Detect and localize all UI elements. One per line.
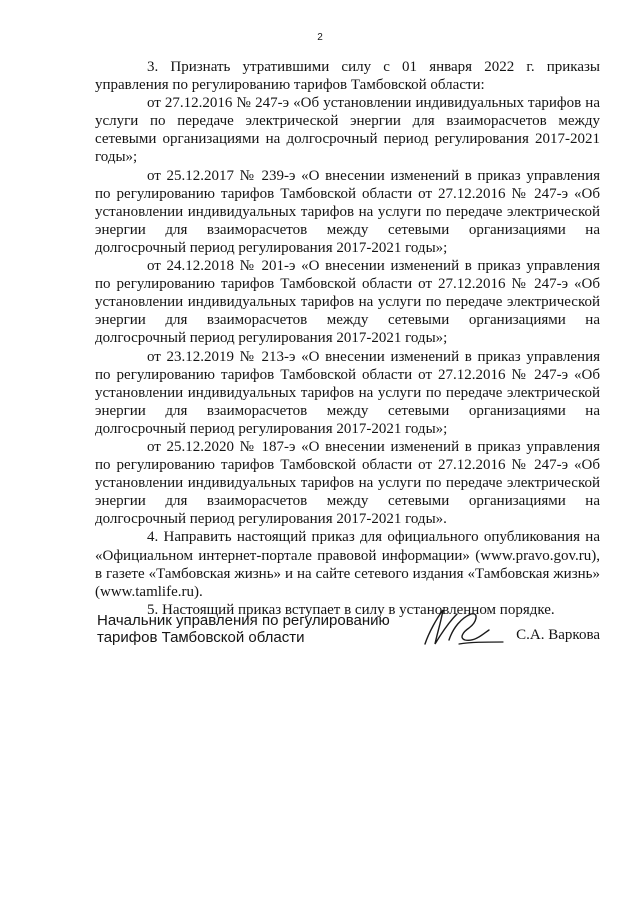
handwritten-signature: [419, 604, 509, 654]
signature-block: [97, 612, 602, 682]
page-number: 2: [317, 32, 323, 43]
repealed-order-2: от 25.12.2017 № 239-э «О внесении изменений в приказ управления по регулированию тарифов Тамбовской области от 27.12.2016 № 247-э «Об установлении индивидуальных тарифов на услуги по передаче электрической энергии для взаиморасчетов между сетевыми организациями на долгосрочный период регулирования 2017-2021 годы»;: [95, 167, 600, 256]
document-body: [95, 58, 600, 619]
signatory-title: [97, 612, 390, 646]
repealed-order-1: от 27.12.2016 № 247-э «Об установлении индивидуальных тарифов на услуги по передаче электрической энергии для взаиморасчетов между сетевыми организациями на долгосрочный период регулирования 2017-2021 годы»;: [95, 95, 600, 166]
paragraph-5: 5. Настоящий приказ вступает в силу в установленном порядке.: [147, 601, 555, 618]
repealed-order-3: от 24.12.2018 № 201-э «О внесении изменений в приказ управления по регулированию тарифов Тамбовской области от 27.12.2016 № 247-э «Об установлении индивидуальных тарифов на услуги по передаче электрической энергии для взаиморасчетов между сетевыми организациями на долгосрочный период регулирования 2017-2021 годы»;: [95, 258, 600, 347]
repealed-order-5: от 25.12.2020 № 187-э «О внесении изменений в приказ управления по регулированию тарифов Тамбовской области от 27.12.2016 № 247-э «Об установлении индивидуальных тарифов на услуги по передаче электрической энергии для взаиморасчетов между сетевыми организациями на долгосрочный период регулирования 2017-2021 годы».: [95, 438, 600, 528]
repealed-order-4: от 23.12.2019 № 213-э «О внесении изменений в приказ управления по регулированию тарифов Тамбовской области от 27.12.2016 № 247-э «Об установлении индивидуальных тарифов на услуги по передаче электрической энергии для взаиморасчетов между сетевыми организациями на долгосрочный период регулирования 2017-2021 годы»;: [95, 348, 600, 437]
signatory-title-line-2: тарифов Тамбовской области: [97, 629, 305, 646]
paragraph-4: 4. Направить настоящий приказ для официального опубликования на «Официальном интернет-портале правовой информации» (www.pravo.gov.ru), в газете «Тамбовская жизнь» и на сайте сетевого издания «Тамбовская жизнь» (www.tamlife.ru).: [95, 529, 600, 600]
signatory-name: С.А. Варкова: [516, 627, 600, 643]
paragraph-3: 3. Признать утратившими силу с 01 января 2022 г. приказы управления по регулированию тарифов Тамбовской области:: [95, 59, 600, 94]
signatory-title-line-1: Начальник управления по регулированию: [97, 612, 390, 629]
